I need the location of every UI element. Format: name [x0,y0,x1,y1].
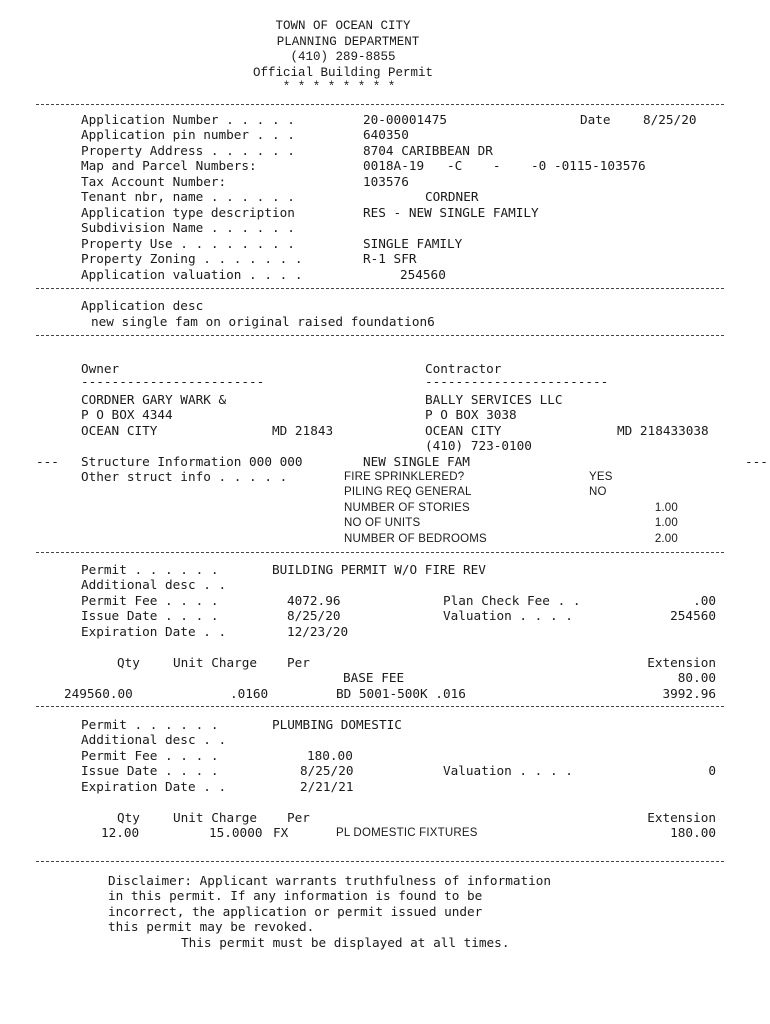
structure-dashes-left: --- [36,454,59,469]
contractor-underline: ------------------------ [425,374,609,389]
issue-date: 8/25/20 [300,763,354,778]
header-stars: * * * * * * * * [282,80,396,94]
address-value: 8704 CARIBBEAN DR [363,143,493,158]
tax-value: 103576 [363,174,409,189]
map-value: 0018A-19 -C - -0 -0115-103576 [363,158,646,173]
col-unit-charge: Unit Charge [173,810,258,825]
fee-line-qty: 249560.00 [64,686,133,701]
fee-line-qty: 12.00 [101,825,140,840]
desc-value: new single fam on original raised foundation6 [91,314,435,329]
divider [36,706,724,707]
application-number: 20-00001475 [363,112,448,127]
struct-row-value: NO [589,486,607,498]
tax-label: Tax Account Number: [81,174,227,189]
struct-row-label: NUMBER OF BEDROOMS [344,533,487,545]
divider [36,552,724,553]
divider [36,861,724,862]
tenant-value: CORDNER [425,189,479,204]
subdivision-label: Subdivision Name . . . . . . [81,220,295,235]
owner-heading: Owner [81,361,120,376]
contractor-state-zip: MD 218433038 [617,423,709,438]
struct-row-value: YES [589,471,613,483]
header-title: Official Building Permit [252,66,434,80]
valuation-label: Application valuation . . . . [81,267,303,282]
application-date: 8/25/20 [643,112,697,127]
issue-date: 8/25/20 [287,608,341,623]
issue-date-label: Issue Date . . . . [81,763,219,778]
date-label: Date [580,112,611,127]
use-value: SINGLE FAMILY [363,236,463,251]
struct-row-label: NO OF UNITS [344,517,421,529]
fee-line-desc: PL DOMESTIC FIXTURES [336,827,478,839]
col-extension: Extension [647,810,716,825]
struct-row-value: 1.00 [654,502,678,514]
col-per: Per [287,810,310,825]
issue-date-label: Issue Date . . . . [81,608,219,623]
owner-box: P O BOX 4344 [81,407,173,422]
owner-name: CORDNER GARY WARK & [81,392,227,407]
permit-label: Permit . . . . . . [81,562,219,577]
permit-fee-label: Permit Fee . . . . [81,748,219,763]
col-qty: Qty [117,655,140,670]
disclaimer-line: this permit may be revoked. [108,919,315,934]
additional-desc-label: Additional desc . . [81,732,227,747]
col-per: Per [287,655,310,670]
header-department: PLANNING DEPARTMENT [276,35,420,49]
col-extension: Extension [647,655,716,670]
permit-name: BUILDING PERMIT W/O FIRE REV [272,562,486,577]
valuation-value: 254560 [670,608,716,623]
use-label: Property Use . . . . . . . . [81,236,295,251]
disclaimer-line: in this permit. If any information is found to be [108,888,483,903]
col-unit-charge: Unit Charge [173,655,258,670]
header-phone: (410) 289-8855 [290,50,396,64]
contractor-heading: Contractor [425,361,502,376]
expiration-date: 2/21/21 [300,779,354,794]
other-struct-label: Other struct info . . . . . [81,469,288,484]
expiration-date: 12/23/20 [287,624,349,639]
fee-line-desc: BASE FEE [343,670,405,685]
address-label: Property Address . . . . . . [81,143,295,158]
valuation-value: 254560 [400,267,446,282]
header-town: TOWN OF OCEAN CITY [275,19,411,33]
disclaimer-line: incorrect, the application or permit issued under [108,904,483,919]
structure-value: NEW SINGLE FAM [363,454,470,469]
display-notice: This permit must be displayed at all times. [181,935,510,950]
permit-fee: 4072.96 [287,593,341,608]
permit-name: PLUMBING DOMESTIC [272,717,402,732]
zoning-value: R-1 SFR [363,251,417,266]
expiration-date-label: Expiration Date . . [81,624,227,639]
permit-fee-label: Permit Fee . . . . [81,593,219,608]
owner-city: OCEAN CITY [81,423,158,438]
type-label: Application type description [81,205,295,220]
contractor-name: BALLY SERVICES LLC [425,392,563,407]
map-label: Map and Parcel Numbers: [81,158,257,173]
contractor-phone: (410) 723-0100 [425,438,532,453]
divider [36,104,724,105]
permit-label: Permit . . . . . . [81,717,219,732]
expiration-date-label: Expiration Date . . [81,779,227,794]
disclaimer-line: Disclaimer: Applicant warrants truthfulness of information [108,873,552,888]
valuation-label: Valuation . . . . [443,608,573,623]
contractor-city: OCEAN CITY [425,423,502,438]
application-number-label: Application Number . . . . . [81,112,295,127]
type-value: RES - NEW SINGLE FAMILY [363,205,539,220]
fee-line-desc: BD 5001-500K .016 [336,686,466,701]
contractor-box: P O BOX 3038 [425,407,517,422]
pin-value: 640350 [363,127,409,142]
struct-row-value: 1.00 [654,517,678,529]
fee-line-extension: 180.00 [670,825,716,840]
valuation-label: Valuation . . . . [443,763,573,778]
struct-row-label: NUMBER OF STORIES [344,502,470,514]
additional-desc-label: Additional desc . . [81,577,227,592]
plan-check-fee-label: Plan Check Fee . . [443,593,581,608]
zoning-label: Property Zoning . . . . . . . [81,251,303,266]
divider [36,288,724,289]
plan-check-fee: .00 [693,593,716,608]
structure-dashes-right: --- [745,454,768,469]
struct-row-label: FIRE SPRINKLERED? [344,471,465,483]
owner-state-zip: MD 21843 [272,423,334,438]
valuation-value: 0 [708,763,716,778]
struct-row-value: 2.00 [654,533,678,545]
divider [36,335,724,336]
pin-label: Application pin number . . . [81,127,295,142]
fee-line-per: FX [273,825,289,840]
fee-line-extension: 80.00 [677,670,716,685]
col-qty: Qty [117,810,140,825]
struct-row-label: PILING REQ GENERAL [344,486,472,498]
fee-line-unit-charge: .0160 [230,686,269,701]
fee-line-extension: 3992.96 [662,686,716,701]
tenant-label: Tenant nbr, name . . . . . . [81,189,295,204]
owner-underline: ------------------------ [81,374,265,389]
permit-fee: 180.00 [307,748,353,763]
fee-line-unit-charge: 15.0000 [209,825,263,840]
structure-label: Structure Information 000 000 [81,454,303,469]
desc-label: Application desc [81,298,204,313]
